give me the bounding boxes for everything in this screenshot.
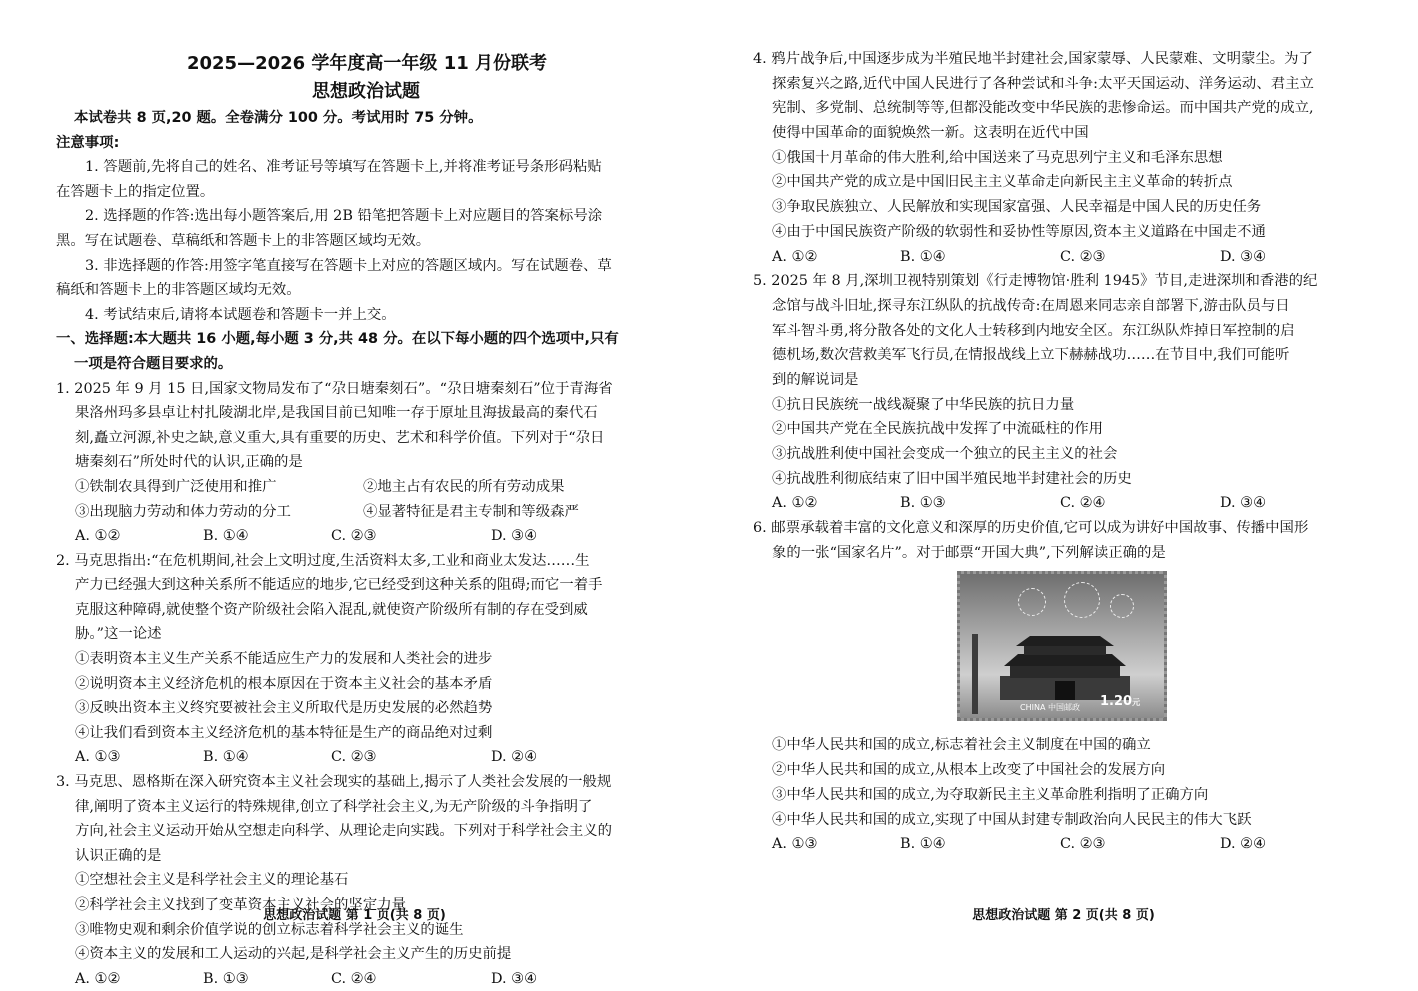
- answer-choice-a: A. ①③: [75, 749, 121, 766]
- answer-choice-c: C. ②③: [331, 528, 377, 545]
- answer-choice-c: C. ②③: [331, 749, 377, 766]
- question-3-option: ②科学社会主义找到了变革资本主义社会的坚定力量: [75, 897, 406, 913]
- question-1-stem: 果洛州玛多县卓让村扎陵湖北岸,是我国目前已知唯一存于原址且海拔最高的秦代石: [75, 405, 598, 422]
- question-4-stem: 宪制、多党制、总统制等等,但都没能改变中华民族的悲惨命运。而中国共产党的成立,: [772, 100, 1314, 117]
- answer-choice-d: D. ③④: [1220, 495, 1266, 512]
- question-4-stem: 探索复兴之路,近代中国人民进行了各种尝试和斗争:太平天国运动、洋务运动、君主立: [772, 75, 1314, 92]
- question-2-option: ①表明资本主义生产关系不能适应生产力的发展和人类社会的进步: [75, 651, 493, 668]
- answer-choice-a: A. ①②: [772, 248, 818, 265]
- exam-page-1: [0, 0, 709, 987]
- question-4-option: ③争取民族独立、人民解放和实现国家富强、人民幸福是中国人民的历史任务: [772, 199, 1262, 216]
- question-6-option: ②中华人民共和国的成立,从根本上改变了中国社会的发展方向: [772, 762, 1166, 779]
- huabiao-column-icon: [972, 634, 978, 714]
- notice-line: 稿纸和答题卡上的非答题区域均无效。: [56, 282, 301, 299]
- exam-intro: 本试卷共 8 页,20 题。全卷满分 100 分。考试用时 75 分钟。: [74, 110, 483, 126]
- answer-choice-b: B. ①④: [900, 836, 946, 853]
- page-2-column: [753, 47, 1375, 857]
- question-1-option: ②地主占有农民的所有劳动成果: [363, 478, 565, 495]
- question-6-answers: [753, 832, 1375, 857]
- question-5-stem: 到的解说词是: [772, 371, 859, 388]
- notice-line: 2. 选择题的作答:选出每小题答案后,用 2B 铅笔把答题卡上对应题目的答案标号涂: [85, 208, 603, 225]
- question-3-stem: 律,阐明了资本主义运行的特殊规律,创立了科学社会主义,为无产阶级的斗争指明了: [75, 798, 593, 815]
- question-6-stem: 6. 邮票承载着丰富的文化意义和深厚的历史价值,它可以成为讲好中国故事、传播中国形: [753, 520, 1309, 537]
- firework-icon: [1064, 582, 1100, 618]
- question-5-stem: 军斗智斗勇,将分散各处的文化人士转移到内地安全区。东江纵队炸掉日军控制的启: [772, 322, 1295, 339]
- question-4-option: ①俄国十月革命的伟大胜利,给中国送来了马克思列宁主义和毛泽东思想: [772, 149, 1223, 166]
- question-4-stem: 4. 鸦片战争后,中国逐步成为半殖民地半封建社会,国家蒙辱、人民蒙难、文明蒙尘。为了: [753, 51, 1313, 67]
- question-1-option: ④显著特征是君主专制和等级森严: [363, 503, 579, 520]
- question-5-option: ①抗日民族统一战线凝聚了中华民族的抗日力量: [772, 396, 1075, 413]
- answer-choice-d: D. ③④: [491, 970, 537, 987]
- question-3-option: ③唯物史观和剩余价值学说的创立标志着科学社会主义的诞生: [75, 921, 464, 938]
- answer-choice-c: C. ②③: [1060, 248, 1106, 265]
- answer-choice-d: D. ②④: [1220, 836, 1266, 853]
- question-4-option: ④由于中国民族资产阶级的软弱性和妥协性等原因,资本主义道路在中国走不通: [772, 223, 1266, 240]
- question-2-stem: 产力已经强大到这种关系所不能适应的地步,它已经受到这种关系的阻碍;而它一着手: [75, 577, 603, 594]
- stamp-country-label: CHINA 中国邮政: [1020, 703, 1080, 712]
- notice-line: 黑。写在试题卷、草稿纸和答题卡上的非答题区域均无效。: [56, 232, 431, 249]
- question-6-option: ③中华人民共和国的成立,为夺取新民主主义革命胜利指明了正确方向: [772, 786, 1209, 803]
- question-2-answers: [56, 745, 676, 770]
- question-6-option: ①中华人民共和国的成立,标志着社会主义制度在中国的确立: [772, 737, 1151, 754]
- page-1-column: [56, 50, 676, 991]
- question-3-option: ①空想社会主义是科学社会主义的理论基石: [75, 872, 349, 889]
- question-2-stem: 克服这种障碍,就使整个资产阶级社会陷入混乱,就使资产阶级所有制的存在受到威: [75, 601, 588, 618]
- question-5-option: ②中国共产党在全民族抗战中发挥了中流砥柱的作用: [772, 421, 1103, 438]
- question-3-option: ④资本主义的发展和工人运动的兴起,是科学社会主义产生的历史前提: [75, 946, 512, 963]
- question-1-options-row: [56, 475, 676, 500]
- question-6-stem: 象的一张“国家名片”。对于邮票“开国大典”,下列解读正确的是: [772, 544, 1166, 561]
- question-2-stem: 胁。”这一论述: [75, 626, 162, 643]
- question-2-stem: 2. 马克思指出:“在危机期间,社会上文明过度,生活资料太多,工业和商业太发达……生: [56, 552, 590, 569]
- answer-choice-d: D. ②④: [491, 749, 537, 766]
- page-footer: 思想政治试题 第 2 页(共 8 页): [972, 908, 1155, 923]
- page-footer: 思想政治试题 第 1 页(共 8 页): [263, 908, 446, 923]
- exam-title: 2025—2026 学年度高一年级 11 月份联考: [186, 53, 548, 74]
- question-5-answers: [753, 491, 1375, 516]
- firework-icon: [1110, 594, 1134, 618]
- question-4-option: ②中国共产党的成立是中国旧民主主义革命走向新民主主义革命的转折点: [772, 174, 1233, 191]
- answer-choice-c: C. ②③: [1060, 836, 1106, 853]
- notice-heading: 注意事项:: [56, 134, 120, 151]
- question-2-option: ④让我们看到资本主义经济危机的基本特征是生产的商品绝对过剩: [75, 724, 493, 741]
- section-heading: 一、选择题:本大题共 16 小题,每小题 3 分,共 48 分。在以下每小题的四个选项中,只有: [56, 331, 619, 348]
- question-3-stem: 3. 马克思、恩格斯在深入研究资本主义社会现实的基础上,揭示了人类社会发展的一般规: [56, 774, 612, 791]
- answer-choice-a: A. ①②: [75, 528, 121, 545]
- firework-icon: [1018, 588, 1046, 616]
- question-1-answers: [56, 524, 676, 549]
- answer-choice-c: C. ②④: [331, 970, 377, 987]
- question-2-option: ③反映出资本主义终究要被社会主义所取代是历史发展的必然趋势: [75, 700, 493, 717]
- question-3-stem: 方向,社会主义运动开始从空想走向科学、从理论走向实践。下列对于科学社会主义的: [75, 823, 613, 840]
- section-heading-cont: 一项是符合题目要求的。: [74, 355, 233, 372]
- question-1-options-row: [56, 500, 676, 525]
- answer-choice-a: A. ①②: [75, 970, 121, 987]
- question-5-option: ④抗战胜利彻底结束了旧中国半殖民地半封建社会的历史: [772, 470, 1132, 487]
- answer-choice-a: A. ①③: [772, 836, 818, 853]
- question-4-stem: 使得中国革命的面貌焕然一新。这表明在近代中国: [772, 125, 1089, 142]
- question-5-stem: 德机场,数次营救美军飞行员,在情报战线上立下赫赫战功……在节目中,我们可能听: [772, 347, 1290, 364]
- stamp-value: 1.20元: [1100, 694, 1141, 709]
- question-2-option: ②说明资本主义经济危机的根本原因在于资本主义社会的基本矛盾: [75, 675, 493, 692]
- notice-line: 在答题卡上的指定位置。: [56, 183, 215, 200]
- answer-choice-a: A. ①②: [772, 495, 818, 512]
- notice-line: 3. 非选择题的作答:用签字笔直接写在答题卡上对应的答题区域内。写在试题卷、草: [85, 257, 612, 274]
- question-1-option: ③出现脑力劳动和体力劳动的分工: [75, 503, 291, 520]
- exam-page-2: [709, 0, 1418, 983]
- answer-choice-d: D. ③④: [491, 528, 537, 545]
- question-6-option: ④中华人民共和国的成立,实现了中国从封建专制政治向人民民主的伟大飞跃: [772, 811, 1252, 828]
- tiananmen-gate-icon: [1000, 636, 1130, 700]
- answer-choice-b: B. ①③: [900, 495, 946, 512]
- question-5-option: ③抗战胜利使中国社会变成一个独立的民主主义的社会: [772, 446, 1118, 462]
- question-3-answers: [56, 967, 676, 991]
- question-1-option: ①铁制农具得到广泛使用和推广: [75, 478, 277, 495]
- question-5-stem: 5. 2025 年 8 月,深圳卫视特别策划《行走博物馆·胜利 1945》节目,走进深圳和香港的纪: [753, 273, 1318, 290]
- notice-line: 4. 考试结束后,请将本试题卷和答题卡一并上交。: [85, 306, 396, 323]
- question-1-stem: 1. 2025 年 9 月 15 日,国家文物局发布了“尕日塘秦刻石”。“尕日塘秦刻石”位于青海省: [56, 380, 613, 397]
- founding-ceremony-stamp-image: [957, 571, 1167, 721]
- question-1-stem: 刻,矗立河源,补史之缺,意义重大,具有重要的历史、艺术和科学价值。下列对于“尕日: [75, 429, 605, 446]
- answer-choice-b: B. ①④: [203, 528, 249, 545]
- answer-choice-d: D. ③④: [1220, 248, 1266, 265]
- answer-choice-b: B. ①④: [203, 749, 249, 766]
- question-4-answers: [753, 245, 1375, 270]
- answer-choice-c: C. ②④: [1060, 495, 1106, 512]
- answer-choice-b: B. ①③: [203, 970, 249, 987]
- question-3-stem: 认识正确的是: [75, 847, 162, 864]
- answer-choice-b: B. ①④: [900, 248, 946, 265]
- question-5-stem: 念馆与战斗旧址,探寻东江纵队的抗战传奇:在周恩来同志亲自部署下,游击队员与日: [772, 297, 1290, 314]
- exam-subject-title: 思想政治试题: [312, 81, 420, 102]
- notice-line: 1. 答题前,先将自己的姓名、准考证号等填写在答题卡上,并将准考证号条形码粘贴: [85, 159, 602, 176]
- question-1-stem: 塘秦刻石”所处时代的认识,正确的是: [75, 454, 303, 471]
